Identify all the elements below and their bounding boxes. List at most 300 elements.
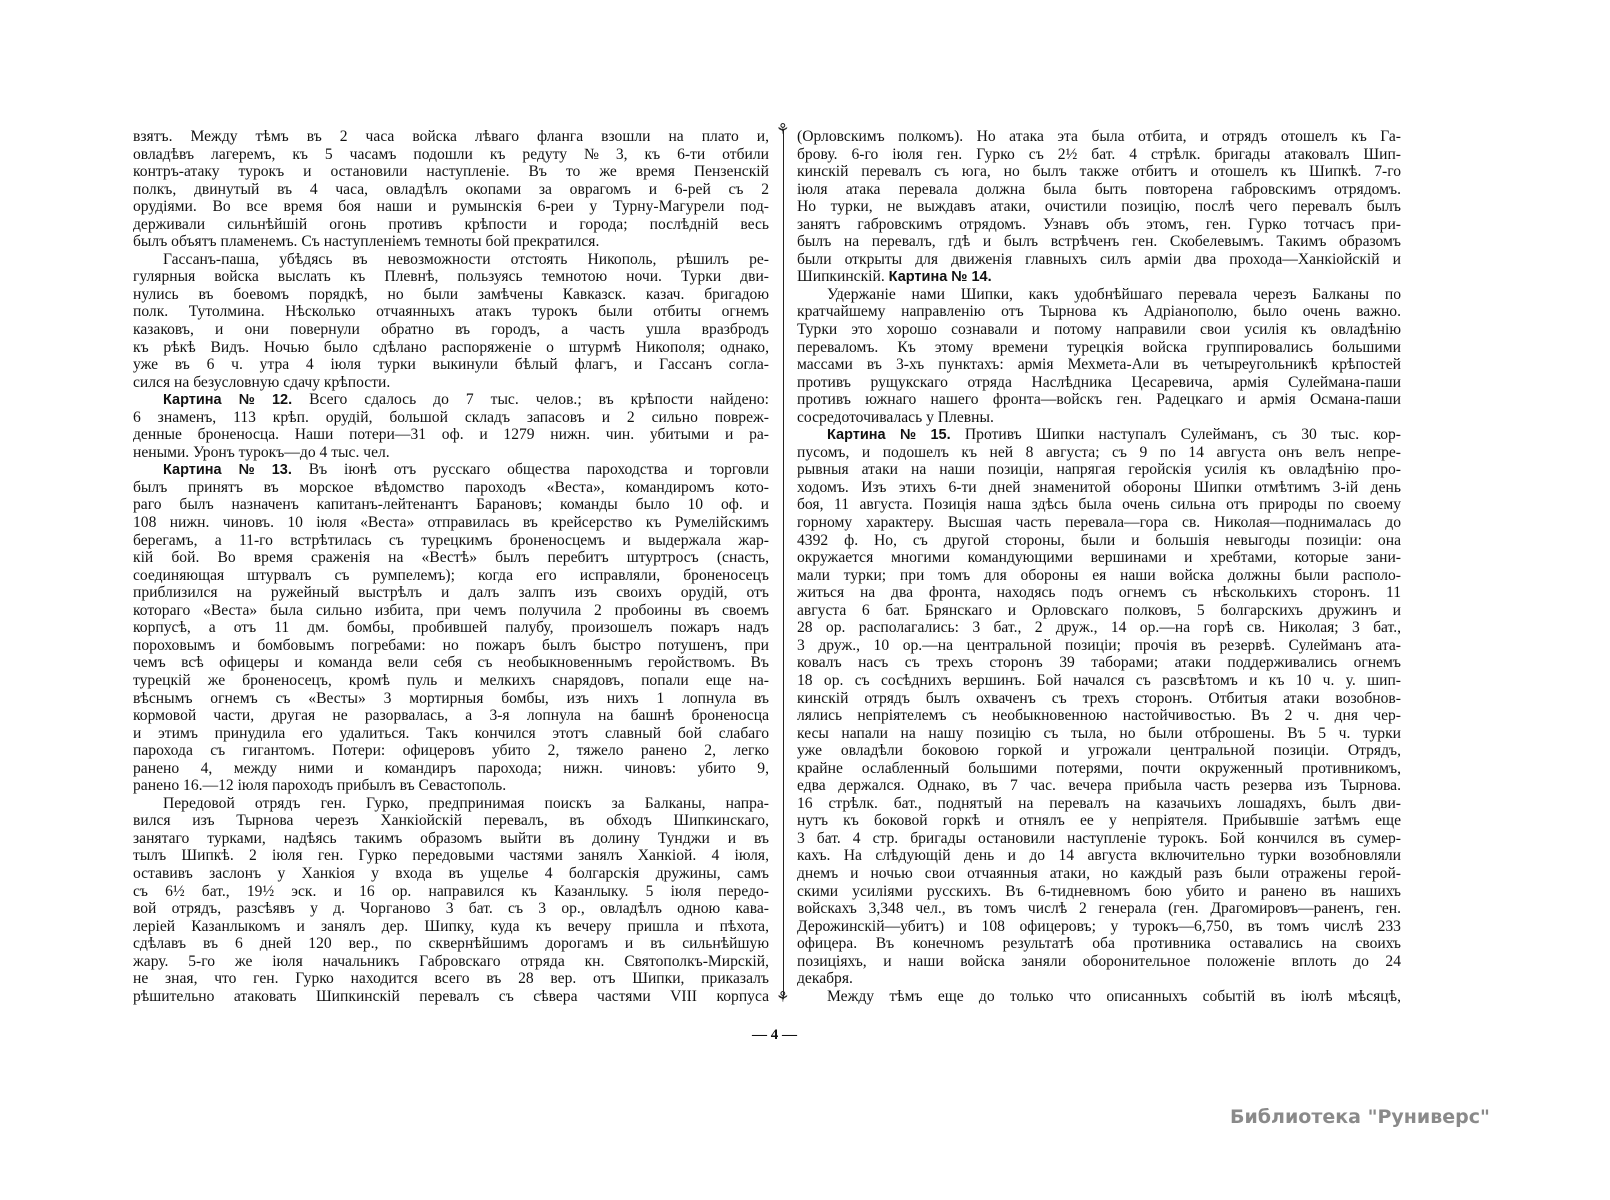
line-text: чемъ всѣ офицеры и команда вели себя съ необыкновеннымъ геройствомъ. Въ (133, 654, 769, 672)
text-line-content (133, 514, 769, 532)
text-line (797, 988, 1401, 1006)
line-text: скими усиліями русскихъ. Въ 6-тидневномъ бою убито и ранено въ нашихъ (797, 882, 1401, 900)
text-line-content (797, 374, 1401, 392)
text-line (133, 690, 769, 708)
text-line-content (133, 233, 599, 251)
text-line-content (133, 847, 769, 865)
divider-bottom-ornament: ⚘ (776, 990, 790, 1006)
line-text: нулись въ боевомъ порядкѣ, но были замѣчены Кавказск. казач. бригадою (133, 285, 769, 303)
text-line (797, 707, 1401, 725)
text-line-content (797, 654, 1401, 672)
text-line (797, 444, 1401, 462)
text-line-content (797, 567, 1401, 585)
line-text: 18 ор. съ сосѣднихъ вершинъ. Бой начался съ разсвѣтомъ и къ 10 ч. у. шип- (797, 671, 1401, 689)
line-text: держивали сильнѣйшій огонь противъ крѣпости и города; послѣдній весь (133, 215, 769, 233)
line-text: пороховымъ и бомбовымъ погребами: но пожаръ былъ быстро потушенъ, при (133, 636, 769, 654)
text-line (797, 812, 1401, 830)
text-line-content (797, 391, 1401, 409)
line-text: окружается многими командующими вершинами и хребтами, которые зани- (797, 549, 1401, 567)
text-line (133, 883, 769, 901)
text-line-content (797, 268, 992, 287)
picture-reference-heading: Картина № 14. (888, 269, 992, 286)
text-line-content (797, 216, 1401, 234)
text-line (797, 374, 1401, 392)
line-text: позиціяхъ, и наши войска заняли оборонительное положеніе вплоть до 24 (797, 952, 1401, 970)
text-line (133, 391, 769, 409)
line-text: Турки это хорошо сознавали и потому направили свои усилія къ овладѣнію (797, 321, 1401, 339)
text-line (133, 935, 769, 953)
text-line (133, 795, 769, 813)
text-line-content (797, 549, 1401, 567)
text-line-content (797, 795, 1401, 813)
text-line-content (133, 883, 769, 901)
line-text: мали турки; при томъ для обороны ея наши войска должны были располо- (797, 566, 1401, 584)
line-text: корпусѣ, а отъ 11 дм. бомбы, пробившей палубу, произошелъ пожаръ надъ (133, 619, 769, 637)
text-line-content (797, 918, 1401, 936)
line-text: турецкій же броненосецъ, кромѣ пуль и мелкихъ снарядовъ, попали еще на- (133, 671, 769, 689)
line-text: войскахъ 3,348 чел., въ томъ числѣ 2 генерала (ген. Драгомировъ—раненъ, ген. (797, 900, 1401, 918)
text-line-content (133, 865, 769, 883)
line-text: Дерожинскій—убитъ) и 108 офицеровъ; у турокъ—6,750, въ томъ числѣ 233 (797, 917, 1401, 935)
text-line-content (133, 303, 769, 321)
text-line-content (797, 865, 1401, 883)
line-text: августа 6 бат. Брянскаго и Орловскаго полковъ, 5 болгарскихъ дружинъ и (797, 601, 1401, 619)
divider-top-ornament: ⚘ (776, 122, 790, 138)
text-line (133, 777, 769, 795)
line-text: ранено 16.—12 іюля пароходъ прибылъ въ Севастополь. (133, 777, 507, 795)
line-text: нутъ къ боковой горкѣ и отнялъ ее у непріятеля. Прибывшіе затѣмъ еще (797, 812, 1401, 830)
text-line-content (133, 339, 769, 357)
text-line-content (133, 181, 769, 199)
text-line-content (797, 830, 1401, 848)
text-line-content (133, 953, 769, 971)
text-line-content (797, 847, 1401, 865)
text-line (133, 409, 769, 427)
text-line (133, 672, 769, 690)
text-line-content (797, 532, 1401, 550)
text-line-content (133, 479, 769, 497)
text-line-content (133, 672, 769, 690)
text-line (797, 251, 1401, 269)
line-text: котораго «Веста» была сильно избита, при чемъ получила 2 пробоины въ своемъ (133, 601, 769, 619)
right-text-column (797, 128, 1401, 1005)
line-text: едва держался. Однако, въ 7 час. вечера прибыла часть резерва изъ Тырнова. (797, 777, 1401, 795)
text-line (797, 391, 1401, 409)
line-text: кинскій отрядъ былъ охваченъ съ трехъ сторонъ. Отбитыя атаки возобнов- (797, 689, 1401, 707)
text-line-content (133, 777, 506, 795)
text-line (133, 900, 769, 918)
text-line (797, 865, 1401, 883)
text-line-content (797, 409, 994, 427)
line-text: 108 нижн. чиновъ. 10 іюля «Веста» отправилась въ крейсерство къ Румелійскимъ (133, 514, 769, 532)
text-line (797, 935, 1401, 953)
text-line-content (133, 461, 769, 480)
text-line-content (133, 567, 769, 585)
text-line-content (797, 900, 1401, 918)
text-line-content (797, 251, 1401, 269)
line-text: уже овладѣли боковою горкой и угрожали центральной позиціи. Отрядъ, (797, 742, 1401, 760)
line-text: сился на безусловную сдачу крѣпости. (133, 373, 391, 391)
text-line (797, 198, 1401, 216)
line-text: парохода съ гигантомъ. Потери: офицеровъ убито 2, тяжело ранено 2, легко (133, 742, 769, 760)
line-text: были открыты для движенія главныхъ силъ арміи два прохода—Ханкіойскій и (797, 250, 1401, 268)
text-line-content (797, 479, 1401, 497)
line-text: леріей Казанлыкомъ и занялъ дер. Шипку, куда къ вечеру пришла и пѣхота, (133, 917, 769, 935)
text-line (797, 654, 1401, 672)
text-line (797, 128, 1401, 146)
text-line-content (797, 988, 1401, 1006)
column-divider (783, 130, 784, 998)
line-text: гулярныя войска выслать къ Плевнѣ, пользуясь темнотою ночи. Турки дви- (133, 268, 769, 286)
text-line (133, 339, 769, 357)
text-line-content (797, 303, 1401, 321)
line-text: взятъ. Между тѣмъ въ 2 часа войска лѣваго фланга взошли на плато и, (133, 128, 769, 145)
text-line-content (133, 444, 390, 462)
line-text: съ 6½ бат., 19½ эск. и 16 ор. направился къ Казанлыку. 5 іюля передо- (133, 882, 769, 900)
text-line-content (133, 496, 769, 514)
line-text: кесы напали на нашу позицію съ тыла, но были отброшены. Въ 5 ч. турки (797, 724, 1401, 742)
text-line (797, 830, 1401, 848)
text-line-content (797, 584, 1401, 602)
text-line (797, 777, 1401, 795)
line-text: приблизился на ружейный выстрѣлъ и далъ залпъ изъ своихъ орудій, отъ (133, 584, 769, 602)
text-line-content (797, 690, 1401, 708)
line-text: декабря. (797, 970, 853, 988)
text-line (797, 742, 1401, 760)
line-text: Между тѣмъ еще до только что описанныхъ событій въ іюлѣ мѣсяцѣ, (827, 987, 1401, 1005)
text-line-content (133, 830, 769, 848)
text-line-content (797, 935, 1401, 953)
text-line (133, 461, 769, 479)
text-line (133, 742, 769, 760)
text-line-content (797, 812, 1401, 830)
line-text: и этимъ принудила его удалиться. Такъ кончился этотъ славный бой слабаго (133, 724, 769, 742)
line-text: кормовой части, другая не разорвалась, а 3-я лопнула на башнѣ броненосца (133, 707, 769, 725)
line-text: боя, 11 августа. Позиція наша здѣсь была очень сильна отъ природы по своему (797, 496, 1401, 514)
text-line-content (133, 286, 769, 304)
line-text: рѣшительно атаковать Шипкинскій перевалъ съ сѣвера частями VIII корпуса (133, 987, 769, 1005)
line-text: раго былъ назначенъ капитанъ-лейтенантъ Барановъ; команды было 10 оф. и (133, 496, 769, 514)
text-line (797, 409, 1401, 427)
text-line-content (797, 637, 1401, 655)
text-line-content (133, 391, 769, 410)
line-text: берегамъ, а 11-го встрѣтилась съ турецкимъ броненосцемъ и выдержала жар- (133, 531, 769, 549)
text-line (797, 426, 1401, 444)
text-line-content (133, 549, 769, 567)
line-text: ранено 4, между ними и командиръ парохода; нижн. чиновъ: убито 9, (133, 759, 769, 777)
text-line (133, 181, 769, 199)
text-line (133, 847, 769, 865)
line-text: кратчайшему направленію отъ Тырнова къ Адріанополю, было очень важно. (797, 303, 1401, 321)
line-text: неными. Уронъ турокъ—до 4 тыс. чел. (133, 443, 390, 461)
text-line (133, 303, 769, 321)
text-line (797, 760, 1401, 778)
text-line-content (797, 883, 1401, 901)
left-text-column (133, 128, 769, 1005)
text-line (797, 602, 1401, 620)
text-line (797, 725, 1401, 743)
line-text: не зная, что ген. Гурко находится всего въ 28 вер. отъ Шипки, приказалъ (133, 970, 769, 988)
text-line (133, 514, 769, 532)
text-line-content (133, 760, 769, 778)
line-text: Но турки, не выждавъ атаки, очистили позицію, послѣ чего перевалъ былъ (797, 198, 1401, 216)
text-line (133, 268, 769, 286)
line-text: вой отрядъ, разсѣявъ у д. Чорганово 3 бат. съ 3 ор., овладѣлъ одною кава- (133, 900, 769, 918)
line-text: къ рѣкѣ Видъ. Ночью было сдѣлано распоряженіе о штурмѣ Никополя; однако, (133, 338, 769, 356)
text-line-content (133, 725, 769, 743)
line-text: пусомъ, и подошелъ къ ней 8 августа; съ 9 по 14 августа онъ велъ непре- (797, 443, 1401, 461)
text-line (133, 865, 769, 883)
line-text: уже въ 6 ч. утра 4 іюля турки выкинули бѣлый флагъ, и Гассанъ согла- (133, 356, 769, 374)
text-line (797, 549, 1401, 567)
text-line-content (133, 426, 769, 444)
text-line (133, 918, 769, 936)
text-line (133, 426, 769, 444)
line-text: іюля атака перевала должна была быть повторена габровскимъ отрядомъ. (797, 180, 1401, 198)
line-text: полкъ, двинутый въ 4 часа, овладѣлъ окопами за оврагомъ и 6-рей съ 2 (133, 180, 769, 198)
line-text: занятаго турками, надѣясь такимъ образомъ выйти въ долину Тунджи и въ (133, 829, 769, 847)
text-line-content (133, 795, 769, 813)
text-line (133, 356, 769, 374)
text-line-content (797, 426, 1401, 445)
line-text: Удержаніе нами Шипки, какъ удобнѣйшаго перевала черезъ Балканы по (827, 285, 1401, 303)
text-line (133, 146, 769, 164)
line-text: контръ-атаку турокъ и остановили наступленіе. Въ то же время Пензенскій (133, 163, 769, 181)
line-text: противъ рущукскаго отряда Наслѣдника Цесаревича, армія Сулеймана-паши (797, 373, 1401, 391)
text-line (797, 163, 1401, 181)
text-line (797, 339, 1401, 357)
text-line-content (133, 216, 769, 234)
text-line (133, 321, 769, 339)
text-line (133, 760, 769, 778)
text-line (797, 970, 1401, 988)
text-line (133, 830, 769, 848)
text-line (797, 216, 1401, 234)
line-text: Противъ Шипки наступалъ Сулейманъ, съ 30 тыс. кор- (950, 426, 1401, 444)
text-line-content (797, 619, 1401, 637)
text-line-content (797, 777, 1401, 795)
text-line (797, 268, 1401, 286)
line-text: лялись непріятелемъ съ необыкновенною настойчивостью. Въ 2 ч. дня чер- (797, 707, 1401, 725)
text-line-content (797, 602, 1401, 620)
line-text: 4392 ф. Но, съ другой стороны, были и большія невыгоды позиціи: она (797, 531, 1401, 549)
line-text: орудіями. Во все время боя наши и румынскія 6-реи у Турну-Магурели под- (133, 198, 769, 216)
line-text: кинскій перевалъ съ юга, но былъ также отбитъ и отошелъ къ Шипкѣ. 7-го (797, 163, 1401, 181)
text-line-content (133, 900, 769, 918)
line-text: 6 знаменъ, 113 крѣп. орудій, большой складъ запасовъ и 2 сильно повреж- (133, 408, 769, 426)
text-line-content (133, 356, 769, 374)
text-line (797, 181, 1401, 199)
text-line (797, 953, 1401, 971)
line-text: соединяющая штурвалъ съ румпелемъ); когда его исправляли, броненосецъ (133, 566, 769, 584)
text-line-content (797, 181, 1401, 199)
line-text: тылъ Шипкѣ. 2 іюля ген. Гурко передовыми частями занялъ Ханкіой. 4 іюля, (133, 847, 769, 865)
text-line (133, 637, 769, 655)
text-line-content (133, 970, 769, 988)
line-text: Передовой отрядъ ген. Гурко, предпринимая поискъ за Балканы, напра- (163, 794, 769, 812)
text-line-content (133, 707, 769, 725)
text-line (797, 567, 1401, 585)
line-text: кій бой. Во время сраженія на «Вестѣ» былъ перебитъ штуртросъ (снасть, (133, 549, 769, 567)
line-text: брову. 6-го іюля ген. Гурко съ 2½ бат. 4 стрѣлк. бригады атаковалъ Шип- (797, 145, 1401, 163)
text-line-content (797, 163, 1401, 181)
line-text: Гассанъ-паша, убѣдясь въ невозможности отстоять Никополь, рѣшилъ ре- (163, 250, 769, 268)
text-line (797, 918, 1401, 936)
text-line (797, 619, 1401, 637)
text-line (797, 356, 1401, 374)
line-text: офицера. Въ конечномъ результатѣ оба противника оставались на своихъ (797, 935, 1401, 953)
text-line (133, 496, 769, 514)
line-text: овладѣвъ лагеремъ, къ 5 часамъ подошли къ редуту № 3, къ 6-ти отбили (133, 145, 769, 163)
line-text: ковалъ насъ съ трехъ сторонъ 39 таборами; атаки поддерживались огнемъ (797, 654, 1401, 672)
text-line (133, 251, 769, 269)
line-text: былъ объятъ пламенемъ. Съ наступленіемъ темноты бой прекратился. (133, 233, 600, 251)
text-line-content (797, 707, 1401, 725)
line-text: 16 стрѣлк. бат., поднятый на перевалъ на казачьихъ лошадяхъ, былъ дви- (797, 794, 1401, 812)
text-line (797, 146, 1401, 164)
text-line (133, 216, 769, 234)
line-text: былъ принятъ въ морское вѣдомство пароходъ «Веста», командиромъ кото- (133, 478, 769, 496)
text-line-content (797, 496, 1401, 514)
text-line-content (797, 356, 1401, 374)
text-line-content (133, 584, 769, 602)
text-line (133, 444, 769, 462)
text-line-content (133, 532, 769, 550)
text-line-content (797, 233, 1401, 251)
text-line-content (797, 953, 1401, 971)
line-text: вился изъ Тырнова черезъ Ханкіойскій перевалъ, въ обходъ Шипкинскаго, (133, 812, 769, 830)
text-line-content (797, 970, 853, 988)
text-line-content (797, 321, 1401, 339)
text-line (797, 532, 1401, 550)
line-text: горному характеру. Высшая часть перевала—гора св. Николая—поднималась до (797, 514, 1401, 532)
text-line-content (133, 935, 769, 953)
line-text: вѣснымъ огнемъ съ «Весты» 3 мортирныя бомбы, изъ нихъ 1 лопнула въ (133, 689, 769, 707)
line-text: массами въ 3-хъ пунктахъ: армія Мехмета-Али въ четыреугольникѣ крѣпостей (797, 356, 1401, 374)
library-watermark: Библиотека "Руниверс" (1230, 1106, 1490, 1128)
text-line (797, 514, 1401, 532)
text-line (133, 286, 769, 304)
text-line (133, 374, 769, 392)
text-line-content (133, 163, 769, 181)
text-line-content (133, 742, 769, 760)
line-text: кахъ. На слѣдующій день и до 14 августа включительно турки возобновляли (797, 847, 1401, 865)
text-line-content (133, 251, 769, 269)
text-line-content (797, 742, 1401, 760)
line-text: житься на два фронта, находясь подъ огнемъ съ нѣсколькихъ сторонъ. 11 (797, 584, 1401, 602)
text-line (797, 672, 1401, 690)
text-line (133, 988, 769, 1006)
text-line (797, 584, 1401, 602)
picture-reference-heading: Картина № 12. (163, 392, 293, 409)
line-text: днемъ и ночью свои отчаянныя атаки, но каждый разъ были отражены герой- (797, 864, 1401, 882)
text-line (133, 549, 769, 567)
text-line (133, 812, 769, 830)
text-line (797, 321, 1401, 339)
line-text: (Орловскимъ полкомъ). Но атака эта была отбита, и отрядъ отошелъ къ Га- (797, 128, 1401, 145)
text-line-content (133, 268, 769, 286)
line-text: противъ южнаго нашего фронта—войскъ ген. Радецкаго и армія Османа-паши (797, 391, 1401, 409)
line-text: занятъ габровскимъ отрядомъ. Узнавъ объ этомъ, ген. Гурко тотчасъ при- (797, 215, 1401, 233)
line-text: сдѣлавъ въ 6 дней 120 вер., по сквернѣйшимъ дорогамъ и въ сильнѣйшую (133, 935, 769, 953)
line-text: переваломъ. Къ этому времени турецкія войска группировались большими (797, 338, 1401, 356)
line-text: 28 ор. располагались: 3 бат., 2 друж., 14 ор.—на горѣ св. Николая; 3 бат., (797, 619, 1401, 637)
line-text: крайне ослабленный большими потерями, почти окруженный противникомъ, (797, 759, 1401, 777)
line-text: жару. 5-го же іюля начальникъ Габровскаго отряда кн. Святополкъ-Мирскій, (133, 952, 769, 970)
text-line (133, 128, 769, 146)
text-line (133, 619, 769, 637)
text-line (797, 461, 1401, 479)
text-line-content (797, 444, 1401, 462)
text-line-content (133, 654, 769, 672)
text-line (133, 725, 769, 743)
text-line (133, 584, 769, 602)
line-text: 3 бат. 4 стр. бригады остановили наступленіе турокъ. Бой кончился въ сумер- (797, 829, 1401, 847)
picture-reference-heading: Картина № 15. (827, 427, 951, 444)
text-line (133, 532, 769, 550)
text-line-content (797, 198, 1401, 216)
text-line-content (797, 672, 1401, 690)
text-line-content (133, 812, 769, 830)
text-line (797, 303, 1401, 321)
text-line-content (797, 286, 1401, 304)
text-line-content (797, 339, 1401, 357)
text-line-content (797, 725, 1401, 743)
text-line-content (133, 128, 769, 146)
text-line (133, 970, 769, 988)
line-text: казаковъ, и они повернули обратно въ городъ, а часть ушла вразбродъ (133, 321, 769, 339)
text-line (797, 690, 1401, 708)
text-line (797, 496, 1401, 514)
line-text: полк. Тутолмина. Нѣсколько отчаянныхъ атакъ турокъ были отбиты огнемъ (133, 303, 769, 321)
line-text: сосредоточивалась у Плевны. (797, 408, 994, 426)
text-line (797, 795, 1401, 813)
text-line-content (133, 374, 390, 392)
text-line (133, 163, 769, 181)
text-line (133, 707, 769, 725)
text-line-content (133, 637, 769, 655)
line-text: оставивъ заслонъ у Ханкіоя у входа въ ущелье 4 болгарскія дружины, самъ (133, 864, 769, 882)
text-line (133, 233, 769, 251)
text-line-content (797, 461, 1401, 479)
text-line-content (797, 146, 1401, 164)
text-line (133, 198, 769, 216)
text-line-content (133, 602, 769, 620)
text-line-content (133, 619, 769, 637)
text-line (133, 953, 769, 971)
line-text: Всего сдалось до 7 тыс. челов.; въ крѣпости найдено: (292, 391, 769, 409)
text-line (797, 233, 1401, 251)
text-line-content (133, 409, 769, 427)
text-line-content (133, 690, 769, 708)
line-text: рывныя атаки на наши позиціи, напрягая геройскія усилія къ овладѣнію про- (797, 461, 1401, 479)
text-line-content (133, 198, 769, 216)
text-line-content (797, 128, 1401, 146)
text-line-content (133, 321, 769, 339)
line-text: Шипкинскій. (797, 268, 889, 286)
text-line (797, 900, 1401, 918)
text-line (797, 637, 1401, 655)
text-line (797, 883, 1401, 901)
text-line (797, 847, 1401, 865)
text-line (133, 479, 769, 497)
text-line (133, 602, 769, 620)
line-text: 3 друж., 10 ор.—на центральной позиціи; прочія въ резервѣ. Сулейманъ ата- (797, 636, 1401, 654)
text-line-content (797, 760, 1401, 778)
line-text: ходомъ. Изъ этихъ 6-ти дней знаменитой обороны Шипки отмѣтимъ 3-ій день (797, 478, 1401, 496)
text-line-content (133, 918, 769, 936)
text-line (797, 286, 1401, 304)
